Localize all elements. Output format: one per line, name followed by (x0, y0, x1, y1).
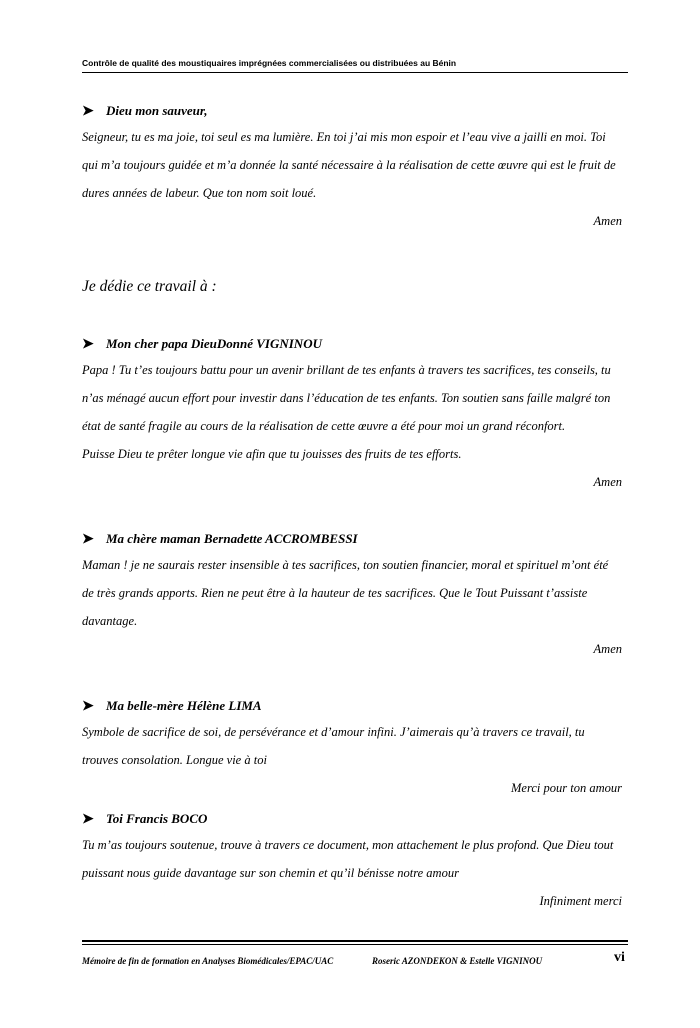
section-heading (82, 808, 622, 831)
section-closing: Amen (593, 642, 622, 656)
page-number: vi (614, 950, 625, 965)
intro-heading-text: Dieu mon sauveur, (106, 103, 208, 118)
section-paragraph: Symbole de sacrifice de soi, de persévérance et d’amour infini. J’aimerais qu’à travers ce travail, tu trouves consolation. Longue vie à toi (82, 725, 585, 767)
intro-heading (82, 100, 622, 123)
footer-rule (82, 940, 628, 942)
intro-paragraph: Seigneur, tu es ma joie, toi seul es ma lumière. En toi j’ai mis mon espoir et l’eau vive a jailli en moi. Toi qui m’a toujours guidée et m’a donnée la santé nécessaire à la réalisation de cette œuvre qui est le fruit de dures années de labeur. Que ton nom soit loué. (82, 130, 616, 200)
section-heading-text: Ma chère maman Bernadette ACCROMBESSI (106, 531, 358, 546)
arrow-bullet-icon: ➤ (82, 104, 94, 119)
dedication-section-father (82, 333, 622, 496)
section-heading (82, 333, 622, 356)
section-heading (82, 695, 622, 718)
intro-section (82, 100, 622, 235)
arrow-bullet-icon: ➤ (82, 532, 94, 547)
footer-rule (82, 944, 628, 945)
section-paragraph: Maman ! je ne saurais rester insensible à tes sacrifices, ton soutien financier, moral et spirituel m’ont été de très grands apports. Rien ne peut être à la hauteur de tes sacrifices. Que le Tout Puissant t’assiste davantage. (82, 558, 609, 628)
section-closing: Infiniment merci (539, 894, 622, 908)
section-heading-text: Toi Francis BOCO (106, 811, 208, 826)
arrow-bullet-icon: ➤ (82, 699, 94, 714)
section-closing: Merci pour ton amour (511, 781, 622, 795)
running-header: Contrôle de qualité des moustiquaires imprégnées commercialisées ou distribuées au Bénin (82, 58, 457, 68)
arrow-bullet-icon: ➤ (82, 812, 94, 827)
page-content (82, 88, 622, 915)
footer-authors: Roseric AZONDEKON & Estelle VIGNINOU (372, 956, 543, 966)
section-closing: Amen (593, 475, 622, 489)
section-paragraph: Tu m’as toujours soutenue, trouve à travers ce document, mon attachement le plus profond. Que Dieu tout puissant nous guide davantage sur son chemin et qu’il bénisse notre amour (82, 838, 614, 880)
dedication-section-francis (82, 808, 622, 915)
section-heading-text: Ma belle-mère Hélène LIMA (106, 698, 262, 713)
arrow-bullet-icon: ➤ (82, 337, 94, 352)
dedication-title: Je dédie ce travail à : (82, 278, 217, 295)
footer-thesis-label: Mémoire de fin de formation en Analyses Biomédicales/EPAC/UAC (82, 956, 334, 966)
section-heading-text: Mon cher papa DieuDonné VIGNINOU (106, 336, 322, 351)
intro-closing: Amen (593, 214, 622, 228)
section-paragraph: Puisse Dieu te prêter longue vie afin que tu jouisses des fruits de tes efforts. (82, 447, 462, 461)
dedication-section-stepmother (82, 695, 622, 802)
section-heading (82, 528, 622, 551)
dedication-section-mother (82, 528, 622, 663)
section-paragraph: Papa ! Tu t’es toujours battu pour un avenir brillant de tes enfants à travers tes sacrifices, tes conseils, tu n’as ménagé aucun effort pour investir dans l’éducation de tes enfants. Ton soutien sans faille malgré ton état de santé fragile au cours de la réalisation de cette œuvre a été pour moi un grand réconfort. (82, 363, 611, 433)
header-rule (82, 72, 628, 73)
